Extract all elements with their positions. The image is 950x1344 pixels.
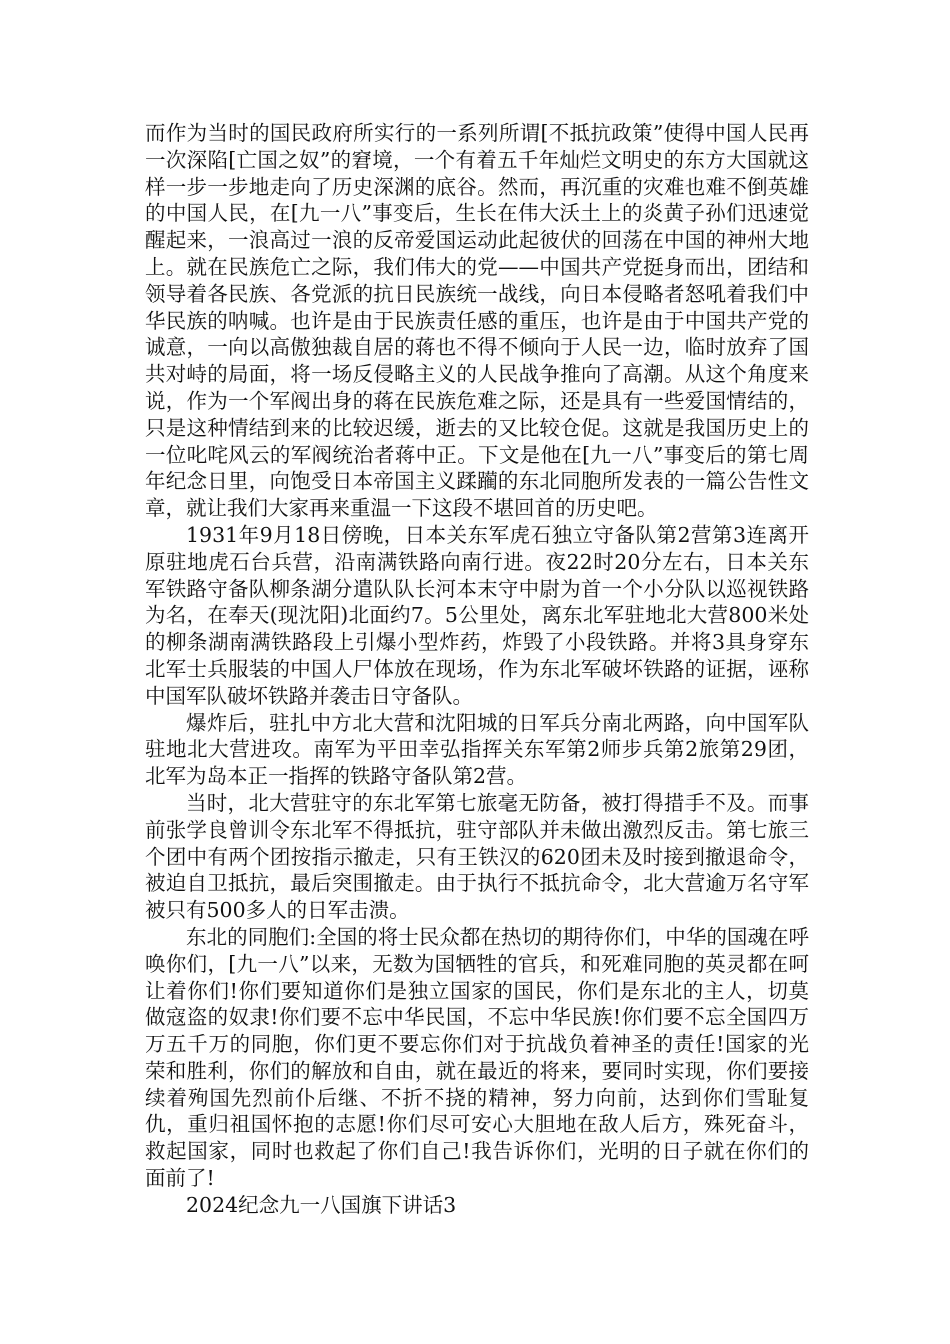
paragraph-after-explosion: 爆炸后，驻扎中方北大营和沈阳城的日军兵分南北两路，向中国军队驻地北大营进攻。南军为平田幸弘指挥关东军第2师步兵第2旅第29团，北军为岛本正一指挥的铁路守备队第2营。 [145,710,809,789]
paragraph-intro: 而作为当时的国民政府所实行的一系列所谓[不抵抗政策”使得中国人民再一次深陷[亡国之奴”的窘境，一个有着五千年灿烂文明史的东方大国就这样一步一步地走向了历史深渊的底谷。然而，再沉重的灾难也难不倒英雄的中国人民，在[九一八”事变后，生长在伟大沃土上的炎黄子孙们迅速觉醒起来，一浪高过一浪的反帝爱国运动此起彼伏的回荡在中国的神州大地上。就在民族危亡之际，我们伟大的党——中国共产党挺身而出，团结和领导着各民族、各党派的抗日民族统一战线，向日本侵略者怒吼着我们中华民族的呐喊。也许是由于民族责任感的重压，也许是由于中国共产党的诚意，一向以高傲独裁自居的蒋也不得不倾向于人民一边，临时放弃了国共对峙的局面，将一场反侵略主义的人民战争推向了高潮。从这个角度来说，作为一个军阀出身的蒋在民族危难之际，还是具有一些爱国情结的，只是这种情结到来的比较迟缓，逝去的又比较仓促。这就是我国历史上的一位叱咤风云的军阀统治者蒋中正。下文是他在[九一八”事变后的第七周年纪念日里，向饱受日本帝国主义蹂躏的东北同胞所发表的一篇公告性文章，就让我们大家再来重温一下这段不堪回首的历史吧。 [145,121,809,521]
paragraph-address-to-compatriots: 东北的同胞们:全国的将士民众都在热切的期待你们，中华的国魂在呼唤你们，[九一八”以来，无数为国牺牲的官兵，和死难同胞的英灵都在呵让着你们!你们要知道你们是独立国家的国民，你们是东北的主人，切莫做寇盗的奴隶!你们要不忘中华民国，不忘中华民族!你们要不忘全国四万万五千万的同胞，你们更不要忘你们对于抗战负着神圣的责任!国家的光荣和胜利，你们的解放和自由，就在最近的将来，要同时实现，你们要接续着殉国先烈前仆后继、不折不挠的精神，努力向前，达到你们雪耻复仇，重归祖国怀抱的志愿!你们尽可安心大胆地在敌人后方，殊死奋斗，救起国家，同时也救起了你们自己!我告诉你们，光明的日子就在你们的面前了! [145,924,809,1191]
section-heading: 2024纪念九一八国旗下讲话3 [186,1192,457,1217]
paragraph-beidaying: 当时，北大营驻守的东北军第七旅毫无防备，被打得措手不及。而事前张学良曾训令东北军不得抵抗，驻守部队并未做出激烈反击。第七旅三个团中有两个团按指示撤走，只有王铁汉的620团未及时接到撤退命令，被迫自卫抵抗，最后突围撤走。由于执行不抵抗命令，北大营逾万名守军被只有500多人的日军击溃。 [145,790,809,923]
document-page [145,120,809,1219]
paragraph-event-night: 1931年9月18日傍晚，日本关东军虎石独立守备队第2营第3连离开原驻地虎石台兵营，沿南满铁路向南行进。夜22时20分左右，日本关东军铁路守备队柳条湖分遣队队长河本末守中尉为首一个小分队以巡视铁路为名，在奉天(现沈阳)北面约7。5公里处，离东北军驻地北大营800米处的柳条湖南满铁路段上引爆小型炸药，炸毁了小段铁路。并将3具身穿东北军士兵服装的中国人尸体放在现场，作为东北军破坏铁路的证据，诬称中国军队破坏铁路并袭击日守备队。 [145,522,809,708]
